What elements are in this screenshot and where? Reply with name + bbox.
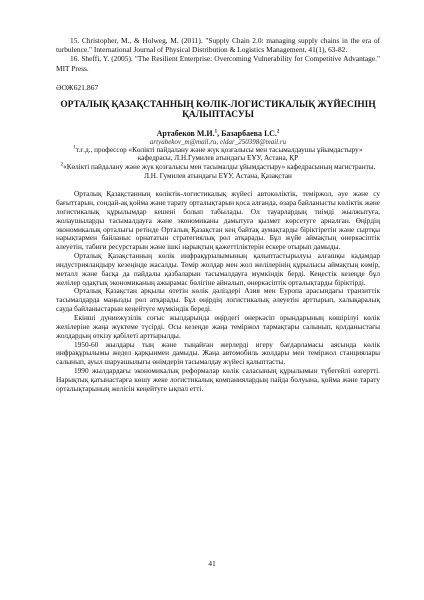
udk-code: ӘОЖ621.867 [56, 82, 99, 92]
author-emails: artyabekov_m@mail.ru, eldar_250398@mail.ru [149, 137, 287, 146]
paper-title: ОРТАЛЫҚ ҚАЗАҚСТАННЫҢ КӨЛІК-ЛОГИСТИКАЛЫҚ ЖҮЙЕСІНІҢ ҚАЛЫПТАСУЫ [60, 99, 376, 121]
authors-line [56, 129, 380, 138]
body-paragraph: Орталық Қазақстанның көліктік-логистикалық жүйесі автокөліктік, теміржол, әуе және су бағыттарын, сондай-ақ қойма және тарату орталықтарын қоса алғанда, өзара байланысты көліктік және логистикалық құрылымдар кешені болып табылады. Ол тауарлардың тиімді жылжытуға, жолаушыларды тасымалдауға және экономиканы дамытуға қызмет көрсетуге арналған. Өңірдің экономикалық орталығы ретінде Орталық Қазақстан кең байтақ аумақтарды біріктіретін және сыртқы нарықтармен байланыс орнататын стратегиялық рөл атқарады. Бұл жүйе аймақтың өнеркәсіптік әлеуетін, табиғи ресурстарын және ішкі нарықтың қажеттіліктерін ескере отырып дамыды. [56, 189, 380, 252]
body-paragraph: Орталық Қазақстан арқылы өтетін көлік дәліздері Азия мен Еуропа арасындағы транзиттік тасымалдарда маңызды рөл атқарады. Бұл өңірдің логистикалық әлеуетін арттырып, халықаралық сауда байланыстарын кеңейтуге мүмкіндік береді. [56, 286, 380, 314]
author-sup: 1 [214, 129, 218, 135]
body-paragraph: 1950-60 жылдары тың және тыңайған жерлерді игеру бағдарламасы аясында көлік инфрақұрылымы жедел қарқынмен дамыды. Жаңа автомобиль жолдары мен теміржол станциялары салынып, ауыл шаруашылығы өнімдерін тасымалдау жүйесі қалыптасты. [56, 339, 380, 367]
author-separator: , [217, 128, 222, 138]
references-section [56, 36, 380, 73]
affiliation-text: т.ғ.д., профессор «Көлікті пайдалану және жүк қозғалысы мен тасымалдаушы ұйымдастыру» кафедрасы, Л.Н.Гумилев атындағы ЕҰУ, Астана, ҚР [75, 145, 363, 163]
author-sup: 2 [276, 129, 280, 135]
affiliation [56, 146, 380, 163]
body-paragraph: Орталық Қазақстанның көлік инфрақұрылымының қалыптастырылуы алғашқы кадамдар индустрияландыру кезеңінде жасалды. Темір жолдар мен жол желілерінің құрылысы аймақтың көмір, металл және басқа да пайдалы қазбаларын тасымалдауға мүмкіндік берді. Кеңестік кезеңде бұл желілер одақтық экономиканың ажырамас бөлігіне айналып, өнеркәсіптік орталықтарды біріктірді. [56, 251, 380, 287]
body-paragraph: 1990 жылдардағы экономикалық реформалар көлік саласының құрылымын түбегейлі өзгертті. Нарықтық қатынастарға көшу жеке логистикалық компаниялардың пайда болуына, қойма және тарату орталықтарының желісін кеңейтуге ықпал етті. [56, 366, 380, 393]
affiliation-sup: 2 [60, 162, 64, 168]
body-text [56, 190, 380, 393]
author-name: Артабеков М.И. [156, 128, 215, 138]
reference-item: 16. Sheffi, Y. (2005). "The Resilient Enterprise: Overcoming Vulnerability for Competitive Advantage." MIT Press. [56, 54, 380, 73]
author-name: Базарбаева І.С. [221, 128, 277, 138]
affiliation-text: «Көлікті пайдалану және жүк қозғалысы мен тасымалды ұйымдастыру» кафедрасының магистранты, Л.Н. Гумилев атындағы ЕҰУ, Астана, Қазақстан [63, 163, 376, 180]
body-paragraph: Екінші дүниежүзілік соғыс жылдарында өңірдегі өнеркәсіп орындарының көшірілуі көлік желілеріне жаңа жүктеме түсірді. Осы кезеңде жаңа теміржол тармақтары салынып, қолданыстағы жолдардың өткізу қабілеті арттырылды. [56, 313, 380, 340]
reference-item: 15. Christopher, M., & Holweg, M. (2011). "Supply Chain 2.0: managing supply chains in the era of turbulence." International Journal of Physical Distribution & Logistics Management, 41(1), 63-82. [56, 36, 380, 55]
affiliation-sup: 1 [73, 145, 76, 151]
page-number: 41 [208, 559, 216, 568]
affiliation [56, 163, 380, 180]
